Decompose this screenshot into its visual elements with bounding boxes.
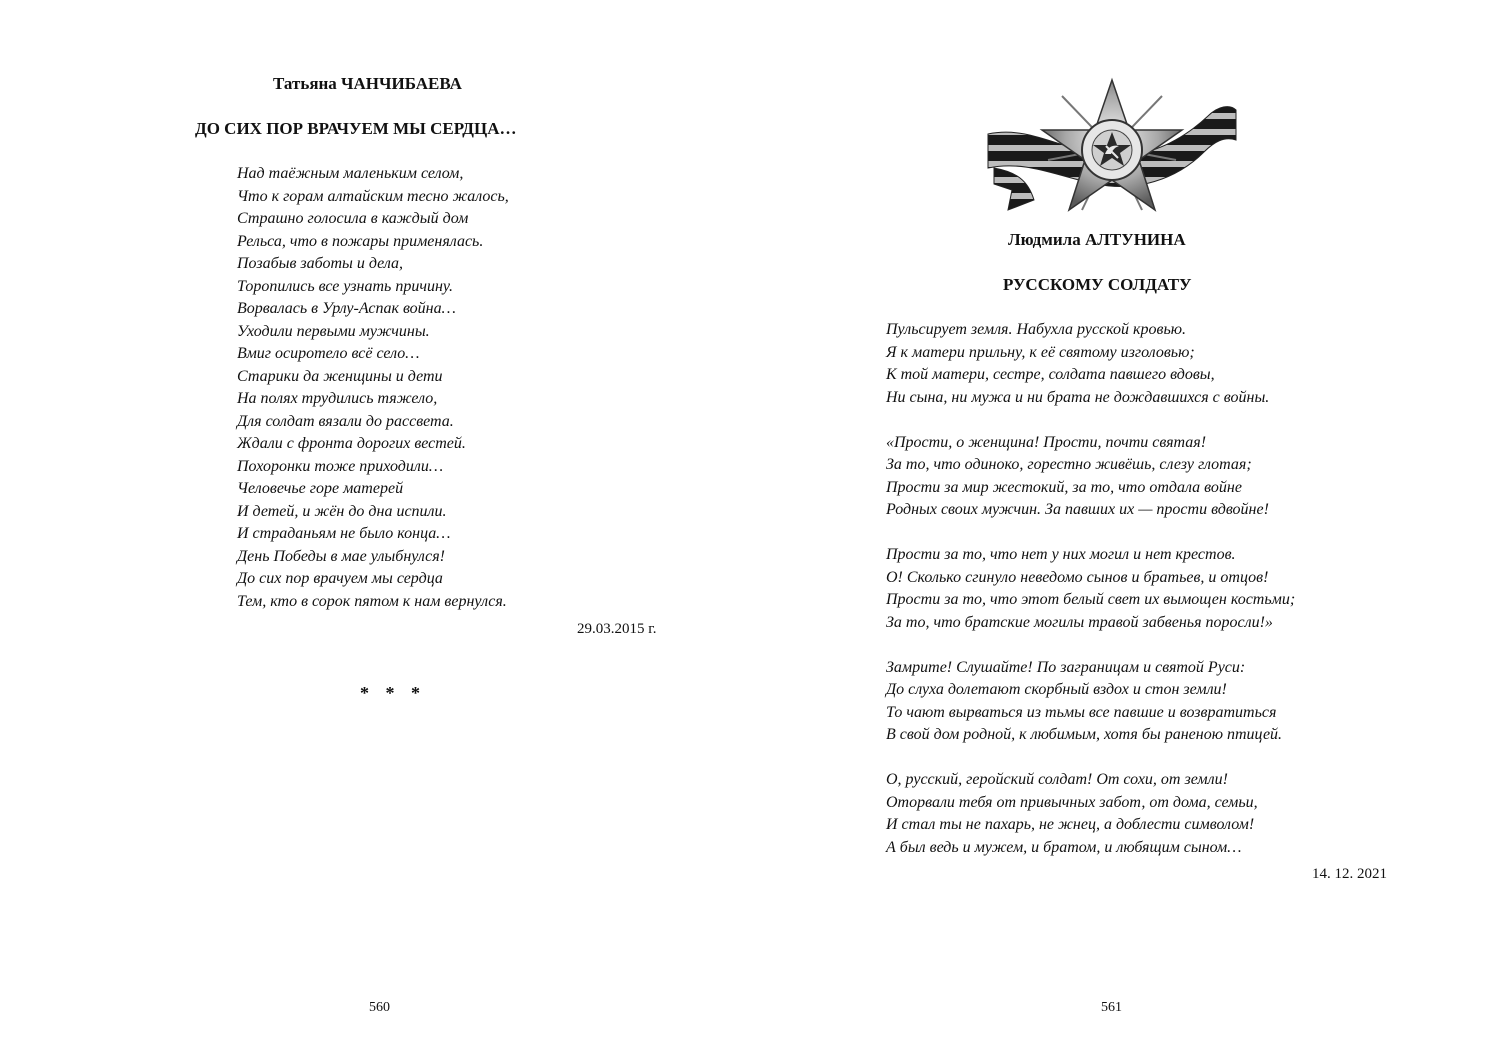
poem-line: Что к горам алтайским тесно жалось, [237,187,509,205]
poem-stanza [886,319,1295,409]
poem-title: ДО СИХ ПОР ВРАЧУЕМ МЫ СЕРДЦА… [195,119,517,138]
poem-line: Ждали с фронта дорогих вестей. [237,435,466,452]
poem-line: Прости за мир жестокий, за то, что отдала войне [886,478,1242,496]
poem-line: Я к матери прильну, к её святому изголовью; [886,343,1195,361]
right-page [746,0,1492,1058]
poem-line: Для солдат вязали до рассвета. [237,412,454,430]
poem-line: Торопились все узнать причину. [237,277,453,295]
poem-line: Пульсирует земля. Набухла русской кровью. [886,321,1187,338]
poem-line: За то, что братские могилы травой забвенья поросли!» [886,613,1273,631]
poem-line: До сих пор врачуем мы сердца [237,570,443,587]
poem-line: Человечье горе матерей [237,480,404,497]
author-name: Людмила АЛТУНИНА [1008,230,1186,249]
poem-line: Оторвали тебя от привычных забот, от дома, семьи, [886,793,1258,811]
poem-title: РУССКОМУ СОЛДАТУ [1003,275,1192,294]
poem-line: А был ведь и мужем, и братом, и любящим сыном… [886,838,1242,856]
author-name: Татьяна ЧАНЧИБАЕВА [273,74,462,93]
poem-line: Замрите! Слушайте! По заграницам и святой Руси: [886,658,1246,676]
poem-body [237,163,509,613]
poem-line: До слуха долетают скорбный вздох и стон земли! [886,681,1227,698]
page-number: 561 [1101,1000,1122,1015]
poem-line: «Прости, о женщина! Прости, почти святая! [886,433,1207,451]
poem-line: Вмиг осиротело всё село… [237,345,420,362]
poem-line: И детей, и жён до дна испили. [237,502,447,520]
poem-line: В свой дом родной, к любимым, хотя бы раненою птицей. [886,726,1283,743]
poem-body [886,319,1295,882]
poem-stanza [886,432,1295,522]
poem-line: И стал ты не пахарь, не жнец, а доблести символом! [886,816,1255,833]
poem-line: То чают вырваться из тьмы все павшие и возвратиться [886,703,1277,721]
poem-line: Уходили первыми мужчины. [237,322,430,340]
poem-stanza [886,544,1295,634]
poem-line: Родных своих мужчин. За павших их — прости вдвойне! [886,501,1269,518]
poem-line: Старики да женщины и дети [237,367,443,385]
poem-line: Позабыв заботы и дела, [237,255,404,272]
poem-line: Тем, кто в сорок пятом к нам вернулся. [237,592,507,610]
poem-line: Ворвалась в Урлу-Аспак война… [237,300,456,317]
poem-line: Страшно голосила в каждый дом [237,210,469,227]
poem-line: Похоронки тоже приходили… [237,457,444,475]
poem-line: День Победы в мае улыбнулся! [237,547,445,565]
poem-date: 29.03.2015 г. [577,621,657,637]
poem-line: Прости за то, что этот белый свет их вымощен костьми; [886,591,1296,608]
poem-line: На полях трудились тяжело, [237,390,438,407]
poem-line: За то, что одиноко, горестно живёшь, слезу глотая; [886,456,1252,473]
poem-line: К той матери, сестре, солдата павшего вдовы, [886,366,1215,383]
poem-date: 14. 12. 2021 [1312,866,1387,882]
poem-line: О! Сколько сгинуло неведомо сынов и братьев, и отцов! [886,568,1269,586]
poem-stanza [886,769,1295,859]
order-emblem-icon [986,76,1238,218]
poem-line: О, русский, геройский солдат! От сохи, от земли! [886,771,1228,788]
poem-line: Над таёжным маленьким селом, [237,165,464,182]
poem-line: И страданьям не было конца… [237,525,451,542]
page-number: 560 [369,1000,390,1015]
poem-line: Ни сына, ни мужа и ни брата не дождавшихся с войны. [886,388,1270,406]
poem-stanza [886,657,1295,747]
section-separator: * * * [360,683,426,703]
poem-line: Рельса, что в пожары применялась. [237,232,484,250]
poem-line: Прости за то, что нет у них могил и нет крестов. [886,546,1236,563]
